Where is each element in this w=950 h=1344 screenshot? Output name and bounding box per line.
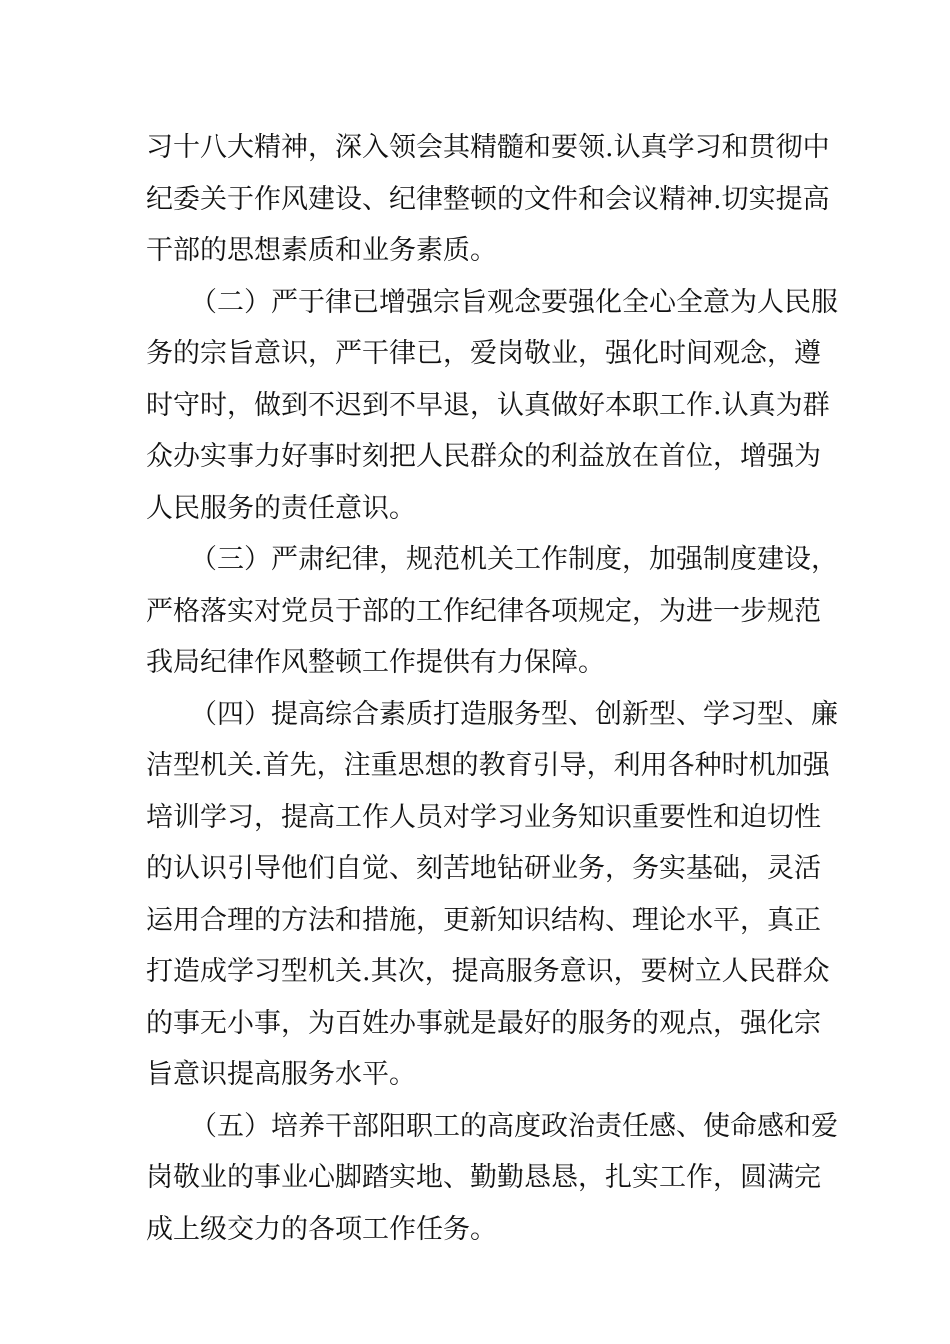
paragraph-line: （二）严于律已增强宗旨观念要强化全心全意为人民服 [190,286,838,318]
paragraph-line: 众办实事力好事时刻把人民群众的利益放在首位，增强为 [146,441,821,472]
paragraph-line: 培训学习，提高工作人员对学习业务知识重要性和迫切性 [146,801,821,833]
paragraph-line: 习十八大精神，深入领会其精髓和要领.认真学习和贯彻中 [146,132,830,163]
paragraph-line: （四）提高综合素质打造服务型、创新型、学习型、廉 [190,698,838,730]
paragraph-line: 打造成学习型机关.其次，提高服务意识，要树立人民群众 [146,956,830,987]
paragraph-line: 人民服务的责任意识。 [146,492,416,524]
paragraph-3 [146,534,838,689]
paragraph-2 [146,277,838,535]
paragraph-line: 运用合理的方法和措施，更新知识结构、理论水平，真正 [146,904,821,936]
paragraph-line: 洁型机关.首先，注重思想的教育引导，利用各种时机加强 [146,750,830,781]
paragraph-line: （三）严肃纪律，规范机关工作制度，加强制度建设， [190,544,838,575]
paragraph-line: 我局纪律作风整顿工作提供有力保障。 [146,647,605,678]
paragraph-line: 严格落实对党员于部的工作纪律各项规定，为进一步规范 [146,595,821,627]
paragraph-line: 干部的思想素质和业务素质。 [146,235,497,266]
paragraph-line: 岗敬业的事业心脚踏实地、勤勤恳恳，扎实工作，圆满完 [146,1162,821,1193]
document-body [146,122,838,1255]
paragraph-line: 成上级交力的各项工作任务。 [146,1213,497,1245]
paragraph-line: 旨意识提高服务水平。 [146,1059,416,1090]
paragraph-line: 时守时，做到不迟到不早退，认真做好本职工作.认真为群 [146,389,830,421]
paragraph-5 [146,1101,838,1256]
paragraph-line: 纪委关于作风建设、纪律整顿的文件和会议精神.切实提高 [146,183,830,215]
paragraph-4 [146,689,838,1101]
paragraph-line: （五）培养干部阳职工的高度政治责任感、使命感和爱 [190,1110,838,1142]
paragraph-line: 的认识引导他们自觉、刻苦地钻研业务，务实基础，灵活 [146,853,821,884]
paragraph-1 [146,122,830,277]
paragraph-line: 的事无小事，为百姓办事就是最好的服务的观点，强化宗 [146,1007,821,1039]
paragraph-line: 务的宗旨意识，严干律已，爱岗敬业，强化时间观念，遵 [146,338,821,369]
